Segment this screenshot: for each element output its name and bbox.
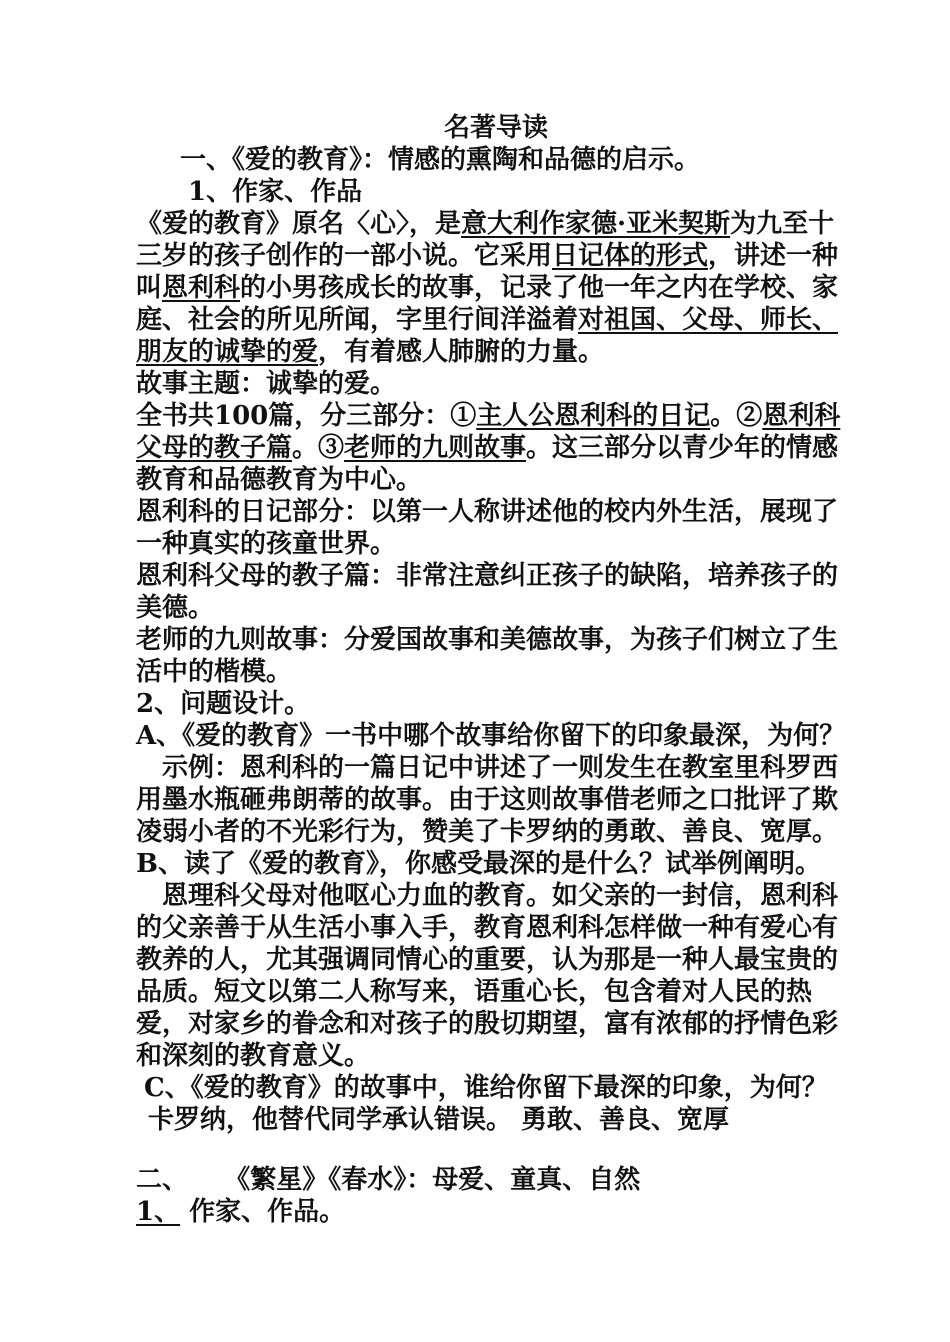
underlined-text: 对祖国、父母、师长、朋友的诚挚的爱 <box>136 305 839 367</box>
intro-paragraph: 《爱的教育》原名〈心〉，是意大利作家德·亚米契斯为九至十三岁的孩子创作的一部小说。它采用日记体的形式，讲述一种叫恩利科的小男孩成长的故事，记录了他一年之内在学校、家庭、社会的所见所闻，字里行间洋溢着对祖国、父母、师长、朋友的诚挚的爱，有着感人肺腑的力量。 <box>136 209 839 367</box>
page-title: 名著导读 <box>443 113 548 143</box>
underlined-text: 主人公恩利科的日记 <box>476 401 711 431</box>
section-1-heading: 一、《爱的教育》：情感的熏陶和品德的启示。 <box>180 145 701 175</box>
question-c: C、《爱的教育》的故事中，谁给你留下最深的印象，为何？ <box>144 1073 828 1103</box>
answer-b: 恩理科父母对他呕心力血的教育。如父亲的一封信，恩利科的父亲善于从生活小事入手，教育恩利科怎样做一种有爱心有教养的人，尤其强调同情心的重要，认为那是一种人最宝贵的品质。短文以第二人称写来，语重心长，包含着对人民的热爱，对家乡的眷念和对孩子的殷切期望，富有浓郁的抒情色彩和深刻的教育意义。 <box>136 881 839 1071</box>
section-1-subheading-1: 1、作家、作品 <box>188 177 363 207</box>
underlined-text: 恩利科 <box>162 273 241 303</box>
question-a: A、《爱的教育》一书中哪个故事给你留下的印象最深，为何？ <box>136 721 846 751</box>
underlined-text: 恩利科父母的教子篇 <box>136 401 841 463</box>
underlined-text: 意大利作家德·亚米契斯 <box>461 209 731 239</box>
section-1-subheading-2: 2、问题设计。 <box>136 689 311 719</box>
theme-line: 故事主题：诚挚的爱。 <box>136 369 397 399</box>
parts-paragraph: 全书共100篇，分三部分：①主人公恩利科的日记。②恩利科父母的教子篇。③老师的九则故事。这三部分以青少年的情感教育和品德教育为中心。 <box>136 401 841 495</box>
section-2-heading: 二、 《繁星》《春水》：母爱、童真、自然 <box>136 1165 641 1195</box>
section-2-subheading-1: 1、 作家、作品。 <box>136 1197 346 1227</box>
underlined-text: 老师的九则故事 <box>344 433 527 463</box>
question-b: B、读了《爱的教育》，你感受最深的是什么？试举例阐明。 <box>136 849 821 879</box>
answer-a: 示例：恩利科的一篇日记中讲述了一则发生在教室里科罗西用墨水瓶砸弗朗蒂的故事。由于这则故事借老师之口批评了欺凌弱小者的不光彩行为，赞美了卡罗纳的勇敢、善良、宽厚。 <box>136 753 839 847</box>
underlined-text: 日记体的形式 <box>552 241 709 271</box>
teacher-paragraph: 老师的九则故事：分爱国故事和美德故事，为孩子们树立了生活中的楷模。 <box>136 625 839 687</box>
diary-paragraph: 恩利科的日记部分：以第一人称讲述他的校内外生活，展现了一种真实的孩童世界。 <box>136 497 839 559</box>
spacer <box>136 1136 856 1164</box>
answer-c: 卡罗纳，他替代同学承认错误。 勇敢、善良、宽厚 <box>148 1105 730 1135</box>
parents-paragraph: 恩利科父母的教子篇：非常注意纠正孩子的缺陷，培养孩子的美德。 <box>136 561 839 623</box>
underlined-number: 1、 <box>136 1197 181 1227</box>
document-body <box>136 112 856 1228</box>
